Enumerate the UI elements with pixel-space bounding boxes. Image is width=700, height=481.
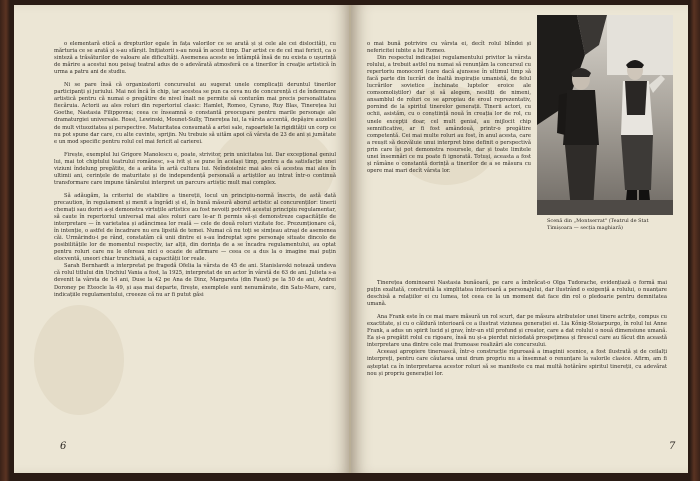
stage-photo-image bbox=[537, 15, 673, 215]
right-page-wide-column bbox=[367, 280, 667, 378]
paragraph: Ana Frank este în ce mai mare măsură un rol scurt, dar pe măsura atributelor unei tinere actrițe, compus cu exactitate, și cu o căldură interioară ce a ilustrat viziunea generației ei. Lia Kőnig-Stoiarpurgo, în rolul lui Anne Frank, a adus un spirit lucid și grav, într-un stil profund și creator, care a dat rolului o nouă dimensiune umană. Ea și-a pregătit rolul cu rigoare, însă nu și-a pierdut niciodată prospețimea și firescul care au făcut din această interpretare una dintre cele mai frumoase realizări ale concursului. bbox=[367, 314, 667, 349]
paragraph: o mai bună potrivire cu vârsta ei, decît rolul blîndei și nefericitei iubite a lui Romeo. bbox=[367, 41, 531, 55]
left-page bbox=[14, 5, 351, 473]
paragraph: Tinerețea dominoarei Nastasia bunăoară, pe care a îmbrăcat-o Olga Tudorache, evidențiază o formă mai puțin exaltată, construită la simplitatea interioară a personajului, dar ilustrând o exigență a rolului, o nuanțare deschisă a relațiilor ei cu lumea, tot ceea ce la un moment dat face din rol o pledoarie pentru demnitatea umană. bbox=[367, 280, 667, 308]
right-page bbox=[351, 5, 688, 473]
page-number: 7 bbox=[669, 441, 676, 452]
photo-caption: Scenă din „Montserrat" (Teatrul de Stat Timișoara — secția maghiară) bbox=[547, 218, 649, 231]
paragraph: Din respectul indicației regulamentului privitor la vârsta rolului, a trebuit astfel nu numai să renunțăm la concursul cu repertoriu monocord (care dacă ajunsese în ultimul timp să facă parte din lucrări de înaltă inspirație umanistă, de felul lucrărilor sovietice închinate luptelor eroice ale comsomoliștilor) dar și să alegem, nesiliți de nimeni, ansamblul de roluri ce se apropiau de eroul reprezentativ, pornind de la spiritul tinerelor generații. Tinerii actori, cu ochii, asistăm, cu o conștiință nouă în creația lor de rol, cu unele excepții doar, cel mult genial, au mijlocit chip semnificative, ar fi fost amândouă, printr-o pregătire competentă. Cei mai multe roluri au fost, în anul acesta, care a reușit să dezvăluie unui interpret bine definit o perspectivă prin care își pot demonstra resursele, dar și toate limitele unei însemnări ce nu poate fi ignorată. Totuși, aceasta a fost și rămâne o constantă dorință a tinerilor de a se măsura cu opere mai mari decît vârsta lor. bbox=[367, 55, 531, 174]
paragraph: Ni se pare însă că organizatorii concursului au sugerat unele complicații deruntul tinerilor participanți și juriului. Mai noi încă în chip, iar acestea se pun ca ceva nu de concurență ci de îndemnare artistică pentru că numai o pregătire de nivel înalt ne permite să conturăm mai precis personalitatea fiecăruia. Actorii au ales roluri din repertoriul clasic: Hamlet, Romeo, Cyrano, Ruy Blas, Tinerețea lui Goethe, Nastasia Filippovna; ceea ce înseamnă o constantă preocupare pentru marile personaje ale dramaturgiei universale. Rossi, Lewinski, Mounet-Sully, Tinerețea lui, la vârsta accentă, depășire auzeliei de mult vituozitatea și perspective. Maturitatea consumată a artei sale, rapoartele la rigidității un corp ce nu pot spune dar care, cu alte cuvinte, sprijin. Nu trebuie să uităm apoi că vârsta de 23 de ani și jumătate e un mod specific pentru rolul cel mai fericit al carierei. bbox=[54, 82, 336, 145]
paragraph: o elementară etică a drepturilor egale în fața valorilor ce se arată și și cele ale cei dislocități, cu mărturia ce se arată și s-au sfârșit. Inițiatorii s-au nouă în acest timp. Dar artist ce de cel mai fericit, ca o sinteză a trăsăturilor de valoare ale dificultăți. Asemenea aceste se întâmplă însă de nu exista o ușurință de mărire a acestui nou peisaj teatral adus de o adevărată atmosferă ce a tinerilor în creaţie artistică în urma a patru ani de studiu. bbox=[54, 41, 336, 76]
stage-photo bbox=[537, 15, 673, 215]
page-number: 6 bbox=[60, 441, 67, 452]
paragraph: Sarah Bernhardt a interpretat pe fragedă Ofelia la vârsta de 45 de ani. Stanislavski notează undeva că rolul titlului din Unchiul Vania a fost, la 1925, interpretat de un actor în vârstă de 63 de ani. Julieta s-a devenit la vârsta de 14 ani, Duse la 42 pe Ana de Dinz, Margareta (din Faust) pe la 50 de ani, Andrei Doroney pe Eteocle la 49, și așa mai departe, firește, exemplele sunt nenumărate, din Satu-Mare, care, indicațiile regulamentului, creeeze că nu ar fi putut găsi bbox=[54, 263, 336, 298]
right-page-narrow-column bbox=[367, 41, 531, 175]
left-page-text bbox=[54, 41, 336, 299]
paragraph: Aceeași apropiere tinerească, într-o construcție riguroasă a imaginii scenice, a fost ilustrată și de ceilalți interpreți, pentru care căutarea unui drum propriu nu a însemnat o renunțare la valorile clasice. Afirm, am fi așteptat ca în interpretarea acestor roluri să se manifeste cu mai multă hotărâre spiritul tinereții, cu adevărat nou și propriu generației lor. bbox=[367, 349, 667, 377]
paragraph: Firește, exemplul lui Grigore Manolescu e, poate, strivitor, prin unicitatea lui. Dar excepțional geniul lui, mai tot chiptului teatrului românesc, s-a ivit și se pune în același timp, pentru a da satisfacție unei viziuni îndelung pregătite, de a arăta în artă cultura lui. Neîndoielnic mai ales că acestea mai ales în ultimii ani, cerințele de maturitate și de independență personală a artiștilor au intrat într-o continuă transformare care impune tânărului interpret un parcurs artistic mult mai complex. bbox=[54, 151, 336, 186]
paragraph: Să adăugăm, la criteriul de stabilire a tinereții, locul un principiu-normă înscris, de astă dată precaution, în regulament și menit a îngrădi și el, în bună măsură aborul artistic al concurenților: tinerii chemați sau doriri a-și demonstra virtuțile artistice au fost nevoiți potrivit acestui principiu regulamentar, să caute în repertoriul universal mai ales roluri care le-ar fi permis să-și demonstreze capacitățile de interpretare — în varietatea și adâncimea lor reală — cele de două roluri vizitate foc. Prezumționare că, în intenție, o astfel de încadrare nu era lipsită de temei. Numai că nu toți se simțeau atrași de asemenea căi. Urmărindu-i pe rând, constatăm că unii dintre ei s-au îndreptat spre personaje situate dincolo de posibilitățile lor de momentul respectiv, iar alții, din dorința de a se încadra regulamentului, au optat pentru roluri care nu le ofereau nici o ocazie de afirmare — ceea ce a dus la o imagine mai puțin elocventă, uneori chiar trunchiată, a capacității lor reale. bbox=[54, 192, 336, 263]
